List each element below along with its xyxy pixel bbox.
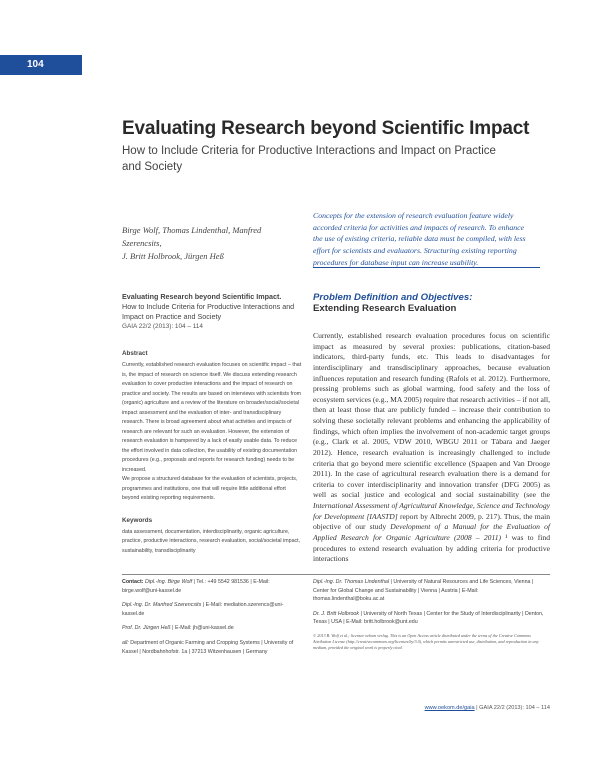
- footer-reference: | GAIA 22/2 (2013): 104 – 114: [474, 705, 550, 711]
- contact-entry: [313, 610, 548, 627]
- journal-link[interactable]: www.oekom.de/gaia: [424, 705, 475, 711]
- abstract-paragraph: We propose a structured database for the evaluation of scientists, projects, programmes and institutions, one that will require little additional effort beyond existing reporting requirements.: [122, 476, 298, 501]
- abstract-heading: Abstract: [122, 350, 148, 357]
- section-heading: Problem Definition and Objectives:: [313, 292, 473, 303]
- contact-details: | University of Natural Resources and Life Sciences, Vienna | Center for Global Change and Sustainability | Vienna | Austria | E-Mail: thomas.lindenthal@boku.ac.at: [313, 579, 534, 603]
- author-line: J. Britt Holbrook, Jürgen Heß: [122, 251, 224, 261]
- body-text-run: ¹ was to find procedures to extend research evaluation by adding criteria for productive interactions: [313, 532, 550, 564]
- contact-details: | E-Mail: mediation.szerencs@uni-kassel.de: [122, 602, 284, 617]
- body-text-run: report by Albrecht 2009, p. 217). Thus, the main objective of our study: [313, 511, 550, 532]
- contact-name: Dr. J. Britt Holbrook: [313, 610, 360, 617]
- contact-details: | E-Mail: jh@uni-kassel.de: [170, 625, 234, 632]
- contact-block-left: [122, 578, 302, 662]
- contact-name: Dipl.-Ing. Dr. Manfred Szerencsits: [122, 602, 202, 609]
- article-info-column: [122, 292, 302, 556]
- author-list: [122, 224, 302, 263]
- contact-name: all:: [122, 639, 129, 646]
- article-subtitle: How to Include Criteria for Productive Interactions and Impact on Practice and Society: [122, 302, 295, 321]
- contact-block-right: [313, 578, 548, 651]
- paper-title: Evaluating Research beyond Scientific Impact: [122, 118, 530, 139]
- contact-details: Department of Organic Farming and Cropping Systems | University of Kassel | Nordbahnhofstr. 1a | 37213 Witzenhausen | Germany: [122, 639, 294, 655]
- contact-details: | University of North Texas | Center for the Study of Interdisciplinarity | Denton, Texas | USA | E-Mail: britt.holbrook@unt.edu: [313, 610, 544, 626]
- body-paragraph: [313, 331, 550, 565]
- section-subheading: Extending Research Evaluation: [313, 303, 457, 314]
- keywords-heading: Keywords: [122, 516, 153, 524]
- main-text-column: [313, 292, 550, 565]
- footnote-divider: [122, 574, 550, 575]
- contact-label: Contact:: [122, 579, 144, 585]
- contact-name: Dipl.-Ing. Birge Wolf: [144, 579, 193, 585]
- contact-entry: [122, 624, 302, 633]
- contact-entry: [122, 601, 302, 618]
- concept-divider: [313, 267, 540, 268]
- keywords-text: data assessment, documentation, interdisciplinarity, organic agriculture, practice, productive interactions, research evaluation, social/societal impact, sustainability, transdisciplinarity: [122, 528, 301, 554]
- contact-entry: [122, 578, 302, 595]
- abstract-text: [122, 361, 302, 504]
- article-title: Evaluating Research beyond Scientific Impact.: [122, 292, 282, 301]
- body-text-italic: Development of a Manual for the Evaluation of Applied Research for Organic Agriculture (2008 – 2011): [313, 522, 550, 542]
- paper-subtitle: How to Include Criteria for Productive Interactions and Impact on Practice and Society: [122, 145, 496, 173]
- contact-details: | Tel.: +49 5542 981536 | E-Mail: birge.wolf@uni-kassel.de: [122, 579, 270, 594]
- body-text-run: Currently, established research evaluation procedures focus on scientific impact as measured by several proxies: publications, citation-based indicators, third-party funds, etc. This leads to disadvantages for interdisciplinary and transdisciplinary approaches, because evaluation influences reputation and research funding (Rafols et al. 2012). Furthermore, pressing problems such as global warming, food safety and the loss of ecosystem services (e.g., MA 2005) require that research activities – if not all, then at least those that are publicly funded – increase their contribution to solving these societally relevant problems and enhancing the applicability of findings, which often implies the involvement of non-academic target groups (e.g., Clark et al. 2005, VDW 2010, WBGU 2011 or Tàbara and Jaeger 2012). Hence, research evaluation is increasingly challenged to include criteria that go beyond mere scientific excellence (Spaapen and Van Drooge 2011). In the case of agricultural research evaluation there is a demand for criteria to cover interdisciplinarity and innovation transfer (DFG 2005) as well as social justice and ecological and social sustainability (see the: [313, 331, 551, 500]
- article-reference: GAIA 22/2 (2013): 104 – 114: [122, 323, 203, 330]
- contact-entry: [122, 639, 302, 656]
- contact-name: Prof. Dr. Jürgen Heß: [122, 625, 171, 632]
- concept-summary: Concepts for the extension of research evaluation feature widely accorded criteria for activities and impacts of research. To enhance the use of existing criteria, reliable data must be compiled, with less effort for scientists and evaluators. Structuring existing reporting procedures for database input can increase usability.: [313, 211, 526, 267]
- body-text-italic: International Assessment of Agricultural Knowledge, Science and Technology for Development [IAASTD]: [313, 501, 550, 521]
- contact-entry: [313, 578, 548, 604]
- abstract-paragraph: Currently, established research evaluation focuses on scientific impact – that is, the impact of research on science itself. We discuss extending research evaluation to cover productive interactions and the impact of research on practice and society. The results are based on interviews with scientists from (organic) agriculture and a review of the literature on broader/social/societal impact assessment and the evaluation of inter- and transdisciplinary research. There is broad agreement about what activities and impacts of research are relevant for such an evaluation. However, the extension of research evaluation is hampered by a lack of easily usable data. To reduce the effort involved in data collection, the usability of existing documentation procedures (e.g., proposals and reports for research funding) needs to be increased.: [122, 362, 302, 473]
- author-line: Birge Wolf, Thomas Lindenthal, Manfred Szerencsits,: [122, 225, 262, 248]
- license-notice: © 2013 B. Wolf et al.; licensee oekom verlag. This is an Open Access article distributed under the terms of the Creative Commons Attribution License (http://creativecommons.org/licenses/by/3.0), which permits unrestricted use, distribution, and reproduction in any medium, provided the original work is properly cited.: [313, 632, 539, 650]
- contact-name: Dipl.-Ing. Dr. Thomas Lindenthal: [313, 579, 390, 585]
- page-number: 104: [27, 59, 44, 70]
- page-footer: [313, 705, 550, 711]
